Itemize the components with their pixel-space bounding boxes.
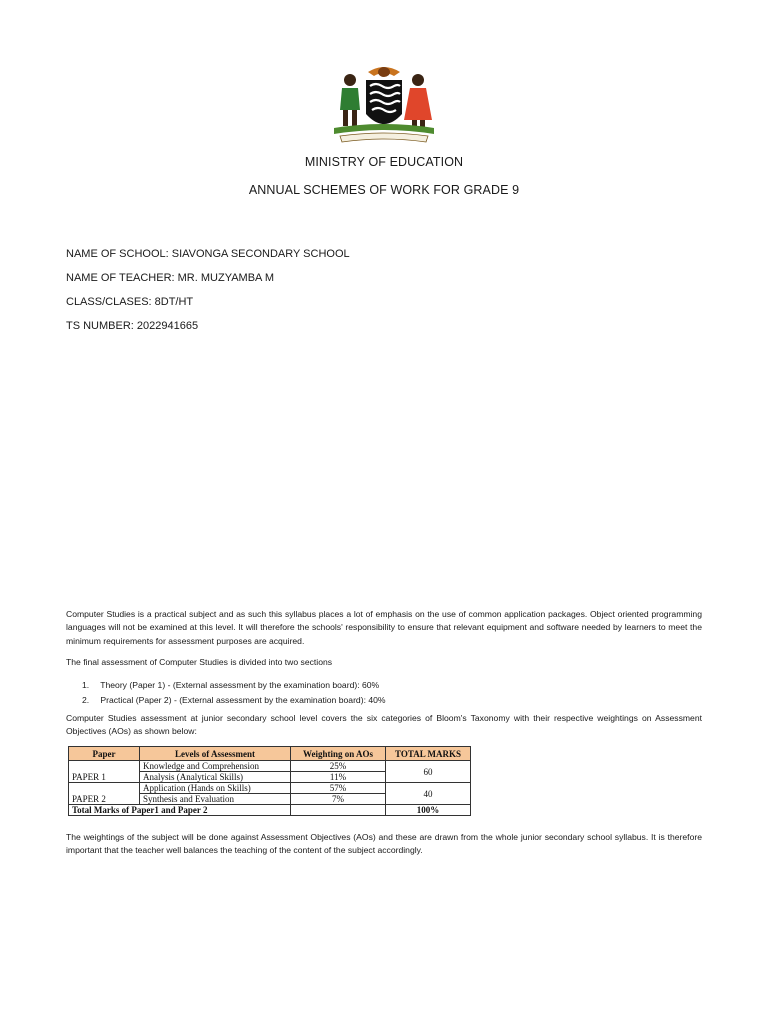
table-row — [69, 783, 471, 794]
coat-of-arms-icon — [330, 62, 438, 146]
list-item-number: 2. — [82, 695, 90, 705]
list-item-text: Practical (Paper 2) - (External assessment by the examination board): 40% — [100, 695, 386, 705]
assessment-sections-list — [66, 678, 386, 708]
assessment-weighting-table — [68, 746, 471, 816]
weight-cell: 7% — [291, 794, 386, 805]
weight-cell: 57% — [291, 783, 386, 794]
column-header: TOTAL MARKS — [386, 747, 471, 761]
table-total-row — [69, 805, 471, 816]
total-value-cell: 100% — [386, 805, 471, 816]
level-cell: Synthesis and Evaluation — [140, 794, 291, 805]
school-name: NAME OF SCHOOL: SIAVONGA SECONDARY SCHOOL — [66, 248, 350, 260]
empty-cell — [291, 805, 386, 816]
paper-cell: PAPER 2 — [69, 783, 140, 805]
column-header: Weighting on AOs — [291, 747, 386, 761]
list-item-text: Theory (Paper 1) - (External assessment by the examination board): 60% — [100, 680, 380, 690]
paper-cell: PAPER 1 — [69, 761, 140, 783]
final-assessment-paragraph: The final assessment of Computer Studies is divided into two sections — [66, 657, 333, 667]
teacher-name: NAME OF TEACHER: MR. MUZYAMBA M — [66, 272, 274, 284]
list-item — [66, 693, 386, 708]
total-label-cell: Total Marks of Paper1 and Paper 2 — [69, 805, 291, 816]
table-row — [69, 761, 471, 772]
total-marks-cell: 60 — [386, 761, 471, 783]
closing-paragraph: The weightings of the subject will be done against Assessment Objectives (AOs) and these are drawn from the whole junior secondary school syllabus. It is therefore important that the teacher well balances the teaching of the content of the subject accordingly. — [66, 832, 702, 856]
list-item — [66, 678, 386, 693]
ministry-heading: MINISTRY OF EDUCATION — [304, 155, 464, 169]
ts-number: TS NUMBER: 2022941665 — [66, 320, 199, 332]
column-header: Paper — [69, 747, 140, 761]
column-header: Levels of Assessment — [140, 747, 291, 761]
list-item-number: 1. — [82, 680, 90, 690]
weight-cell: 25% — [291, 761, 386, 772]
document-title: ANNUAL SCHEMES OF WORK FOR GRADE 9 — [248, 183, 520, 197]
level-cell: Knowledge and Comprehension — [140, 761, 291, 772]
table-header-row — [69, 747, 471, 761]
level-cell: Analysis (Analytical Skills) — [140, 772, 291, 783]
total-marks-cell: 40 — [386, 783, 471, 805]
level-cell: Application (Hands on Skills) — [140, 783, 291, 794]
weight-cell: 11% — [291, 772, 386, 783]
class-list: CLASS/CLASES: 8DT/HT — [66, 296, 194, 308]
taxonomy-paragraph: Computer Studies assessment at junior secondary school level covers the six categories of Bloom's Taxonomy with their respective weightings on Assessment Objectives (AOs) as shown below: — [66, 713, 702, 737]
intro-paragraph: Computer Studies is a practical subject and as such this syllabus places a lot of emphasis on the use of common application packages. Object oriented programming languages will not be examined at this level. It will therefore the schools' responsibility to ensure that relevant equipment and software needed by learners to meet the minimum requirements for assessment purposes are acquired. — [66, 609, 702, 646]
